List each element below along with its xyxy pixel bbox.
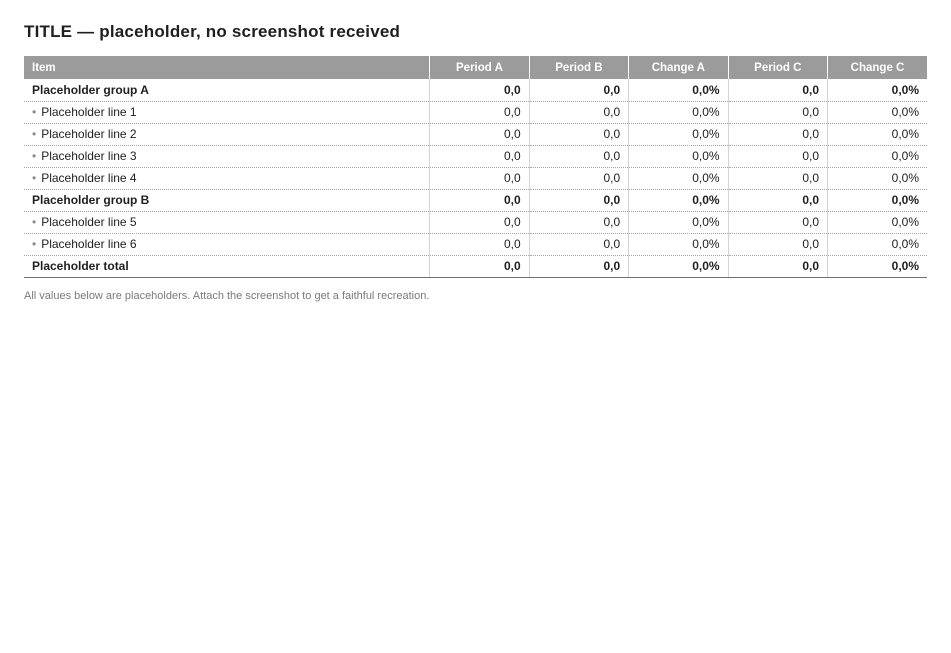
value-change-c xyxy=(828,145,927,167)
cell-text: 0,0% xyxy=(692,82,720,97)
cell-text: 0,0% xyxy=(891,149,919,163)
column-header-period-a: Period A xyxy=(430,56,529,79)
value-period-b xyxy=(529,233,628,255)
expense-table xyxy=(24,56,927,278)
value-change-a xyxy=(629,123,728,145)
cell-text: Placeholder line 1 xyxy=(41,105,137,119)
cell-text: 0,0% xyxy=(692,237,720,251)
cell-text: 0,0 xyxy=(503,193,521,207)
value-change-c xyxy=(828,255,927,277)
cell-text: 0,0% xyxy=(891,82,919,97)
table-body xyxy=(24,79,927,277)
table-row xyxy=(24,255,927,277)
value-change-c xyxy=(828,233,927,255)
value-period-a xyxy=(430,211,529,233)
column-header-period-c: Period C xyxy=(728,56,827,79)
value-change-a xyxy=(629,79,728,101)
value-period-c xyxy=(728,101,827,123)
row-label xyxy=(24,123,430,145)
value-period-c xyxy=(728,79,827,101)
value-period-a xyxy=(430,255,529,277)
value-period-c xyxy=(728,145,827,167)
value-change-a xyxy=(629,255,728,277)
value-period-c xyxy=(728,233,827,255)
table-row xyxy=(24,101,927,123)
bullet-icon: • xyxy=(32,171,37,185)
cell-text: 0,0 xyxy=(503,105,521,119)
cell-text: 0,0 xyxy=(802,237,820,251)
cell-text: Placeholder line 4 xyxy=(41,171,137,185)
bullet-icon: • xyxy=(32,149,37,163)
cell-text: 0,0% xyxy=(891,193,919,207)
row-label xyxy=(24,233,430,255)
cell-text: 0,0 xyxy=(603,259,621,273)
cell-text: 0,0 xyxy=(802,193,820,207)
value-change-c xyxy=(828,101,927,123)
cell-text: 0,0% xyxy=(891,259,919,273)
cell-text: Placeholder line 3 xyxy=(41,149,137,163)
cell-text: 0,0% xyxy=(891,105,919,119)
cell-text: Placeholder line 5 xyxy=(41,215,137,229)
row-label xyxy=(24,145,430,167)
value-change-a xyxy=(629,167,728,189)
cell-text: 0,0 xyxy=(503,171,521,185)
cell-text: 0,0 xyxy=(503,127,521,141)
value-change-c xyxy=(828,79,927,101)
row-label xyxy=(24,79,430,101)
cell-text: 0,0 xyxy=(802,82,820,97)
value-change-a xyxy=(629,189,728,211)
bullet-icon: • xyxy=(32,237,37,251)
cell-text: Placeholder group A xyxy=(32,82,149,97)
bullet-icon: • xyxy=(32,215,37,229)
value-period-c xyxy=(728,189,827,211)
value-period-a xyxy=(430,189,529,211)
cell-text: 0,0% xyxy=(891,127,919,141)
table-row xyxy=(24,79,927,101)
table-row xyxy=(24,189,927,211)
cell-text: 0,0 xyxy=(503,215,521,229)
value-period-b xyxy=(529,189,628,211)
cell-text: 0,0 xyxy=(603,237,621,251)
cell-text: 0,0% xyxy=(692,149,720,163)
cell-text: 0,0 xyxy=(603,105,621,119)
value-period-b xyxy=(529,255,628,277)
cell-text: Placeholder line 2 xyxy=(41,127,137,141)
value-period-b xyxy=(529,145,628,167)
cell-text: 0,0% xyxy=(692,105,720,119)
cell-text: 0,0 xyxy=(603,149,621,163)
cell-text: 0,0% xyxy=(891,215,919,229)
value-change-a xyxy=(629,101,728,123)
cell-text: 0,0% xyxy=(692,193,720,207)
value-period-b xyxy=(529,167,628,189)
cell-text: 0,0% xyxy=(891,171,919,185)
cell-text: 0,0 xyxy=(603,171,621,185)
row-label xyxy=(24,189,430,211)
table-row xyxy=(24,211,927,233)
value-change-c xyxy=(828,211,927,233)
value-period-a xyxy=(430,233,529,255)
column-header-item: Item xyxy=(24,56,430,79)
value-period-c xyxy=(728,255,827,277)
column-header-change-c: Change C xyxy=(828,56,927,79)
row-label xyxy=(24,167,430,189)
value-change-a xyxy=(629,145,728,167)
column-header-change-a: Change A xyxy=(629,56,728,79)
page-title: TITLE — placeholder, no screenshot received xyxy=(24,22,401,41)
value-period-a xyxy=(430,101,529,123)
cell-text: 0,0 xyxy=(503,237,521,251)
row-label xyxy=(24,255,430,277)
column-header-period-b: Period B xyxy=(529,56,628,79)
cell-text: 0,0% xyxy=(692,127,720,141)
value-period-a xyxy=(430,167,529,189)
cell-text: 0,0 xyxy=(802,259,820,273)
cell-text: 0,0 xyxy=(603,82,621,97)
value-period-a xyxy=(430,79,529,101)
value-period-c xyxy=(728,123,827,145)
row-label xyxy=(24,101,430,123)
cell-text: 0,0% xyxy=(692,171,720,185)
value-period-c xyxy=(728,211,827,233)
value-period-a xyxy=(430,123,529,145)
cell-text: 0,0 xyxy=(603,193,621,207)
value-period-b xyxy=(529,123,628,145)
cell-text: 0,0 xyxy=(503,259,521,273)
table-row xyxy=(24,145,927,167)
value-period-c xyxy=(728,167,827,189)
cell-text: 0,0 xyxy=(802,215,820,229)
bullet-icon: • xyxy=(32,127,37,141)
cell-text: 0,0 xyxy=(802,149,820,163)
table-row xyxy=(24,123,927,145)
value-period-b xyxy=(529,211,628,233)
cell-text: 0,0 xyxy=(802,171,820,185)
cell-text: 0,0 xyxy=(603,127,621,141)
cell-text: Placeholder line 6 xyxy=(41,237,137,251)
row-label xyxy=(24,211,430,233)
cell-text: 0,0% xyxy=(891,237,919,251)
cell-text: 0,0 xyxy=(802,105,820,119)
cell-text: Placeholder total xyxy=(32,259,129,273)
placeholder-note: All values below are placeholders. Attach the screenshot to get a faithful recreation. xyxy=(24,289,430,302)
value-change-c xyxy=(828,167,927,189)
bullet-icon: • xyxy=(32,105,37,119)
cell-text: 0,0 xyxy=(802,127,820,141)
value-change-c xyxy=(828,123,927,145)
table-row xyxy=(24,167,927,189)
cell-text: 0,0% xyxy=(692,259,720,273)
cell-text: 0,0 xyxy=(503,82,521,97)
value-change-a xyxy=(629,211,728,233)
value-period-a xyxy=(430,145,529,167)
value-change-c xyxy=(828,189,927,211)
table-header-row xyxy=(24,56,927,79)
cell-text: 0,0% xyxy=(692,215,720,229)
cell-text: 0,0 xyxy=(603,215,621,229)
cell-text: 0,0 xyxy=(503,149,521,163)
cell-text: Placeholder group B xyxy=(32,193,150,207)
value-period-b xyxy=(529,79,628,101)
value-period-b xyxy=(529,101,628,123)
table-row xyxy=(24,233,927,255)
value-change-a xyxy=(629,233,728,255)
